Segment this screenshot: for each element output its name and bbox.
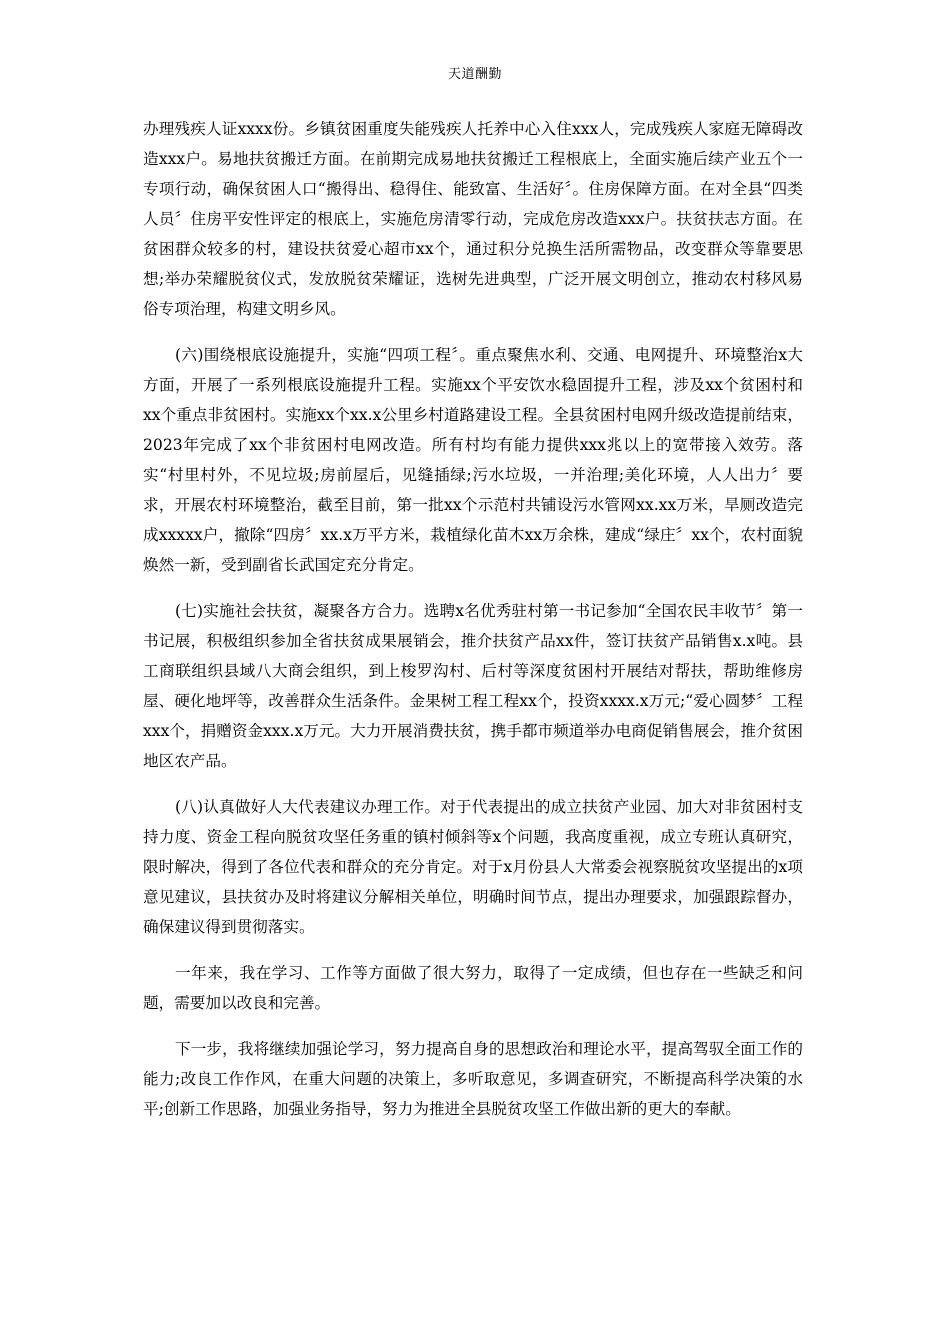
paragraph-section-7: (七)实施社会扶贫，凝聚各方合力。选聘x名优秀驻村第一书记参加“全国农民丰收节〞第一书记展，积极组织参加全省扶贫成果展销会，推介扶贫产品xx件，签订扶贫产品销售x.x吨。县工商联组织县域八大商会组织，到上梭罗沟村、后村等深度贫困村开展结对帮扶，帮助维修房屋、硬化地坪等，改善群众生活条件。金果树工程工程xx个，投资xxxx.x万元;“爱心圆梦〞工程xxx个，捐赠资金xxx.x万元。大力开展消费扶贫，携手都市频道举办电商促销售展会，推介贫困地区农产品。 [143,602,803,770]
paragraph-next-steps: 下一步，我将继续加强论学习，努力提高自身的思想政治和理论水平，提高驾驭全面工作的能力;改良工作作风，在重大问题的决策上，多听取意见，多调查研究，不断提高科学决策的水平;创新工作思路，加强业务指导，努力为推进全县脱贫攻坚工作做出新的更大的奉献。 [143,1040,803,1118]
paragraph-section-6: (六)围绕根底设施提升，实施“四项工程〞。重点聚焦水利、交通、电网提升、环境整治x大方面，开展了一系列根底设施提升工程。实施xx个平安饮水稳固提升工程，涉及xx个贫困村和xx个重点非贫困村。实施xx个xx.x公里乡村道路建设工程。全县贫困村电网升级改造提前结束，2023年完成了xx个非贫困村电网改造。所有村均有能力提供xxx兆以上的宽带接入效劳。落实“村里村外，不见垃圾;房前屋后，见缝插绿;污水垃圾，一并治理;美化环境，人人出力〞要求，开展农村环境整治，截至目前，第一批xx个示范村共铺设污水管网xx.xx万米，旱厕改造完成xxxxx户，撤除“四房〞xx.x万平方米，栽植绿化苗木xx万余株，建成“绿庄〞xx个，农村面貌焕然一新，受到副省长武国定充分肯定。 [143,346,803,574]
document-body [143,114,803,1140]
paragraph-section-8: (八)认真做好人大代表建议办理工作。对于代表提出的成立扶贫产业园、加大对非贫困村支持力度、资金工程向脱贫攻坚任务重的镇村倾斜等x个问题，我高度重视，成立专班认真研究，限时解决，得到了各位代表和群众的充分肯定。对于x月份县人大常委会视察脱贫攻坚提出的x项意见建议，县扶贫办及时将建议分解相关单位，明确时间节点，提出办理要求，加强跟踪督办，确保建议得到贯彻落实。 [143,798,803,936]
page-header: 天道酬勤 [447,67,502,82]
paragraph-continued: 办理残疾人证xxxx份。乡镇贫困重度失能残疾人托养中心入住xxx人，完成残疾人家庭无障碍改造xxx户。易地扶贫搬迁方面。在前期完成易地扶贫搬迁工程根底上，全面实施后续产业五个一专项行动，确保贫困人口“搬得出、稳得住、能致富、生活好〞。住房保障方面。在对全县“四类人员〞住房平安性评定的根底上，实施危房清零行动，完成危房改造xxx户。扶贫扶志方面。在贫困群众较多的村，建设扶贫爱心超市xx个，通过积分兑换生活所需物品，改变群众等靠要思想;举办荣耀脱贫仪式，发放脱贫荣耀证，选树先进典型，广泛开展文明创立，推动农村移风易俗专项治理，构建文明乡风。 [143,120,803,318]
paragraph-summary: 一年来，我在学习、工作等方面做了很大努力，取得了一定成绩，但也存在一些缺乏和问题，需要加以改良和完善。 [143,964,803,1012]
